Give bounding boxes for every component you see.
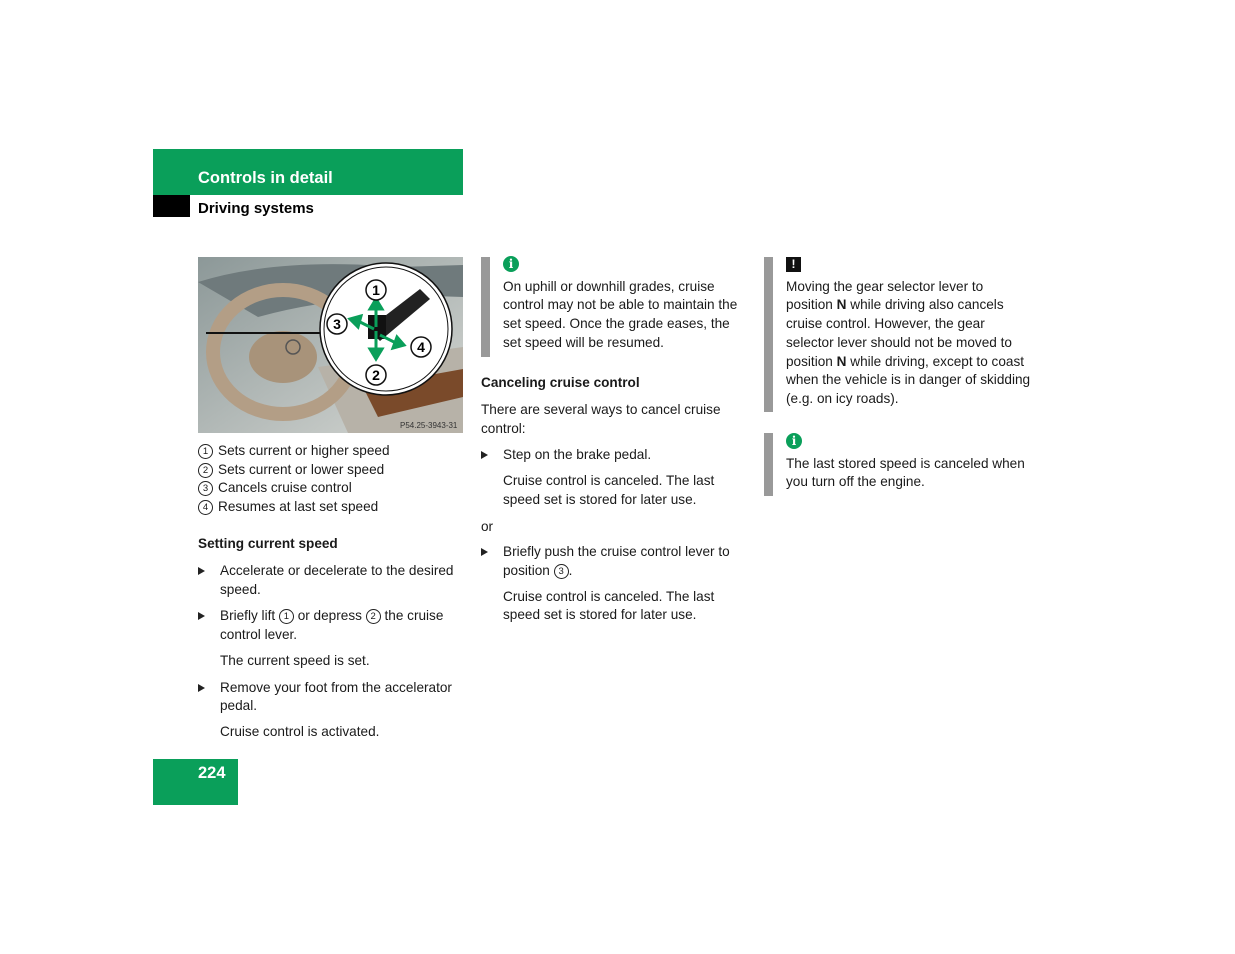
info-bar (764, 433, 773, 496)
step-item: Step on the brake pedal. (481, 446, 749, 465)
or-text: or (481, 518, 494, 534)
info-text: The last stored speed is canceled when you turn off the engine. (786, 455, 1025, 490)
bullet-arrow-icon (481, 451, 488, 459)
warning-note (786, 255, 1031, 409)
step-result: Cruise control is canceled. The last speed set is stored for later use. (503, 473, 715, 507)
bullet-arrow-icon (198, 567, 205, 575)
step-item: Briefly lift 1 or depress 2 the cruise control lever. (198, 607, 466, 644)
step-result: Cruise control is activated. (220, 723, 380, 739)
step-result: Cruise control is canceled. The last speed set is stored for later use. (503, 588, 715, 623)
legend-number: 4 (198, 500, 213, 515)
bullet-arrow-icon (481, 548, 488, 556)
warning-icon: ! (786, 257, 801, 272)
setting-steps (198, 562, 466, 742)
page-number: 224 (198, 764, 226, 782)
bullet-arrow-icon (198, 612, 205, 620)
figure-marker-2: 2 (372, 367, 380, 383)
warning-bar (764, 257, 773, 412)
legend-list (198, 442, 468, 517)
figure-marker-3: 3 (333, 316, 341, 332)
legend-item: 2 Sets current or lower speed (198, 461, 468, 480)
figure-marker-1: 1 (372, 282, 380, 298)
legend-number: 2 (198, 463, 213, 478)
legend-item: 3 Cancels cruise control (198, 479, 468, 498)
bullet-arrow-icon (198, 684, 205, 692)
step-item: Remove your foot from the accelerator pedal. (198, 679, 466, 716)
info-icon: i (786, 433, 802, 449)
section-title: Controls in detail (198, 169, 333, 187)
subsection-title: Driving systems (198, 200, 314, 217)
step-item: Briefly push the cruise control lever to position 3 . (481, 543, 749, 580)
legend-number: 3 (198, 481, 213, 496)
legend-item: 4 Resumes at last set speed (198, 498, 468, 517)
subsection-marker (153, 195, 190, 217)
cruise-control-lever-illustration (198, 257, 463, 433)
figure-code: P54.25-3943-31 (400, 421, 458, 430)
canceling-heading: Canceling cruise control (481, 375, 640, 390)
step-result: The current speed is set. (220, 652, 370, 668)
legend-number: 1 (198, 444, 213, 459)
info-text: On uphill or downhill grades, cruise control may not be able to maintain the set speed. Once the grade eases, the set speed will be resumed. (503, 278, 738, 350)
info-note-1 (503, 255, 748, 353)
step-item: Accelerate or decelerate to the desired speed. (198, 562, 466, 599)
info-note-2 (786, 432, 1031, 492)
legend-item: 1 Sets current or higher speed (198, 442, 468, 461)
figure-marker-4: 4 (417, 339, 425, 355)
setting-heading: Setting current speed (198, 536, 338, 551)
dashboard-illustration (198, 257, 463, 433)
info-bar (481, 257, 490, 357)
warning-text: Moving the gear selector lever to position N while driving also cancels cruise control. However, the gear selector lever should not be moved to position N while driving, except to coast when the vehicle is in danger of skidding (e.g. on icy roads). (786, 278, 1031, 406)
info-icon: i (503, 256, 519, 272)
canceling-intro: There are several ways to cancel cruise control: (481, 402, 721, 436)
canceling-steps (481, 401, 749, 625)
